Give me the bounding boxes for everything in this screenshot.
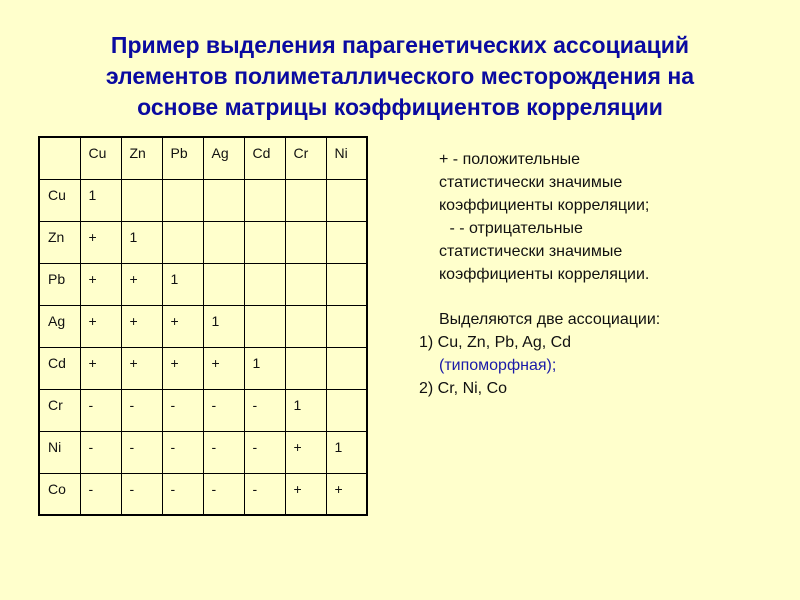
row-header-cell: Cd xyxy=(39,347,80,389)
legend-minus-line-3: коэффициенты корреляции. xyxy=(439,266,650,283)
table-row xyxy=(39,473,367,515)
column-header-cell: Zn xyxy=(121,137,162,179)
table-cell: - xyxy=(203,431,244,473)
table-cell xyxy=(326,347,367,389)
table-cell xyxy=(203,221,244,263)
row-header-cell: Co xyxy=(39,473,80,515)
table-cell: + xyxy=(162,305,203,347)
table-cell: 1 xyxy=(121,221,162,263)
association-2: 2) Cr, Ni, Co xyxy=(419,380,508,397)
table-cell xyxy=(285,263,326,305)
table-cell xyxy=(285,347,326,389)
table-cell xyxy=(326,263,367,305)
table-row xyxy=(39,263,367,305)
slide-title xyxy=(30,30,770,123)
table-cell: + xyxy=(203,347,244,389)
table-header-row xyxy=(39,137,367,179)
table-cell: - xyxy=(121,473,162,515)
table-cell: + xyxy=(121,263,162,305)
column-header-cell: Cu xyxy=(80,137,121,179)
table-cell: - xyxy=(244,431,285,473)
table-cell xyxy=(203,263,244,305)
column-header-cell: Ag xyxy=(203,137,244,179)
table-cell xyxy=(285,305,326,347)
table-cell: - xyxy=(203,389,244,431)
table-cell: + xyxy=(285,431,326,473)
table-cell: 1 xyxy=(244,347,285,389)
column-header-cell: Cr xyxy=(285,137,326,179)
table-cell: 1 xyxy=(203,305,244,347)
table-cell: 1 xyxy=(80,179,121,221)
table-cell: - xyxy=(244,473,285,515)
table-cell xyxy=(326,179,367,221)
table-row xyxy=(39,389,367,431)
title-line-3: основе матрицы коэффициентов корреляции xyxy=(137,94,663,120)
table-cell: + xyxy=(162,347,203,389)
column-header-cell: Pb xyxy=(162,137,203,179)
row-header-cell: Zn xyxy=(39,221,80,263)
legend-minus-line-2: статистически значимые xyxy=(439,243,623,260)
legend-plus-line-3: коэффициенты корреляции; xyxy=(439,197,650,214)
table-cell xyxy=(326,221,367,263)
row-header-cell: Cr xyxy=(39,389,80,431)
table-cell xyxy=(162,179,203,221)
table-cell xyxy=(326,305,367,347)
association-1-type: (типоморфная); xyxy=(439,357,557,374)
table-row xyxy=(39,305,367,347)
table-row xyxy=(39,431,367,473)
table-cell xyxy=(285,179,326,221)
row-header-cell: Cu xyxy=(39,179,80,221)
table-cell: + xyxy=(80,347,121,389)
table-cell: - xyxy=(121,389,162,431)
table-cell: + xyxy=(121,347,162,389)
title-line-2: элементов полиметаллического месторождения на xyxy=(105,63,695,89)
table-cell xyxy=(203,179,244,221)
row-header-cell: Ag xyxy=(39,305,80,347)
table-cell xyxy=(244,263,285,305)
table-cell: 1 xyxy=(326,431,367,473)
table-cell: 1 xyxy=(162,263,203,305)
table-cell: - xyxy=(244,389,285,431)
table-cell: - xyxy=(121,431,162,473)
associations-intro: Выделяются две ассоциации: xyxy=(439,311,661,328)
table-cell xyxy=(121,179,162,221)
table-cell xyxy=(244,179,285,221)
table-cell xyxy=(244,221,285,263)
table-cell: - xyxy=(80,389,121,431)
table-cell: + xyxy=(285,473,326,515)
row-header-cell: Ni xyxy=(39,431,80,473)
table-cell: + xyxy=(80,305,121,347)
table-cell: - xyxy=(203,473,244,515)
table-cell: - xyxy=(80,431,121,473)
table-cell: - xyxy=(162,473,203,515)
table-cell: - xyxy=(162,431,203,473)
legend-plus-line-1: + - положительные xyxy=(439,151,581,168)
table-cell: 1 xyxy=(285,389,326,431)
column-header-cell: Ni xyxy=(326,137,367,179)
table-cell: + xyxy=(80,221,121,263)
table-cell: + xyxy=(80,263,121,305)
table-row xyxy=(39,347,367,389)
row-header-cell: Pb xyxy=(39,263,80,305)
column-header-cell: Cd xyxy=(244,137,285,179)
table-row xyxy=(39,221,367,263)
table-row xyxy=(39,179,367,221)
table-cell: - xyxy=(80,473,121,515)
legend-minus-line-1: - - отрицательные xyxy=(445,220,583,237)
table-cell: + xyxy=(121,305,162,347)
table-cell xyxy=(162,221,203,263)
table-cell xyxy=(244,305,285,347)
table-cell: + xyxy=(326,473,367,515)
matrix-body xyxy=(39,137,367,515)
title-line-1: Пример выделения парагенетических ассоциаций xyxy=(110,32,690,58)
association-1: 1) Cu, Zn, Pb, Ag, Cd xyxy=(419,334,572,351)
table-cell xyxy=(326,389,367,431)
correlation-matrix-table xyxy=(38,136,368,516)
table-corner-cell xyxy=(39,137,80,179)
table-cell: - xyxy=(162,389,203,431)
legend-block xyxy=(419,148,789,400)
legend-plus-line-2: статистически значимые xyxy=(439,174,623,191)
table-cell xyxy=(285,221,326,263)
